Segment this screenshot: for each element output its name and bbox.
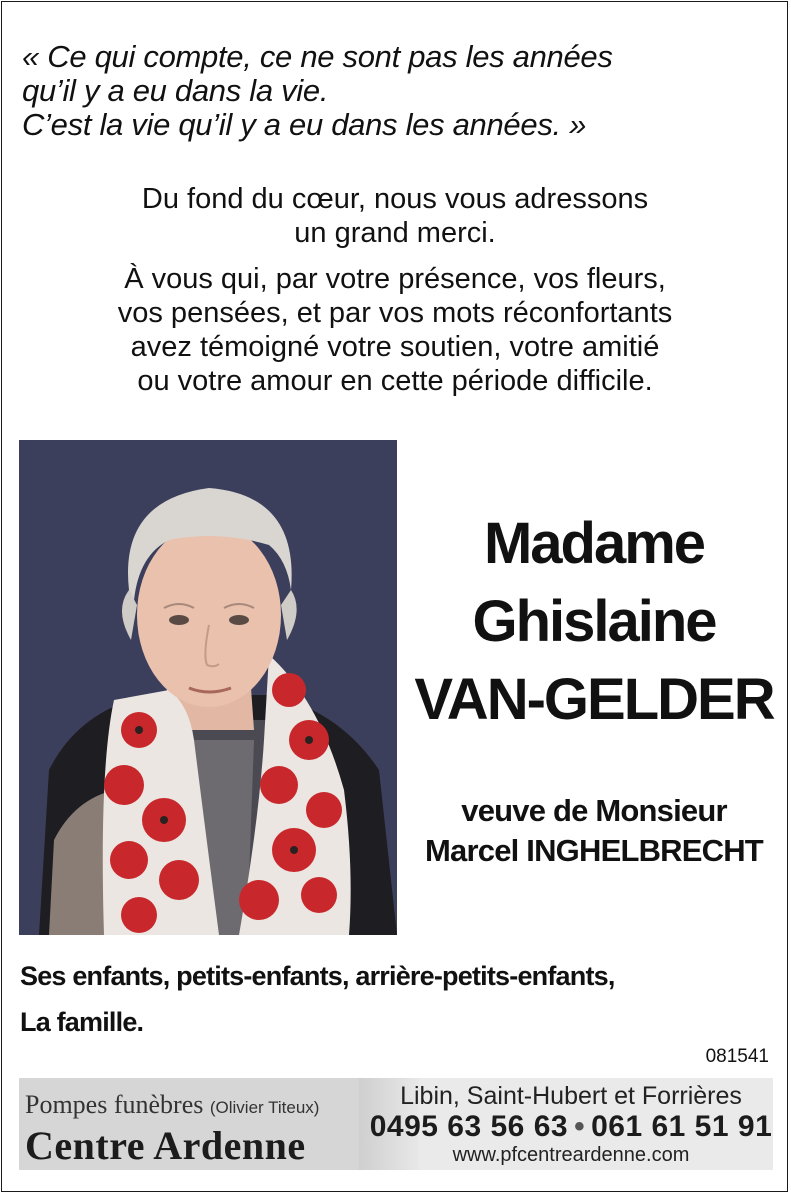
quote-line: qu’il y a eu dans la vie. (22, 73, 329, 108)
thanks-paragraph (40, 262, 750, 398)
family-signature (20, 953, 780, 1045)
thanks-text (40, 182, 750, 410)
phone-mobile: 0495 63 56 63 (369, 1110, 569, 1143)
thanks-line: À vous qui, par votre présence, vos fleurs, (124, 263, 666, 295)
relation-line: veuve de Monsieur (461, 793, 727, 828)
reference-number: 081541 (705, 1046, 769, 1067)
family-line: Ses enfants, petits-enfants, arrière-petits-enfants, (20, 961, 615, 991)
relation-block (410, 791, 778, 871)
portrait-photo (19, 440, 397, 935)
relation-spouse: Marcel INGHELBRECHT (425, 833, 763, 868)
quote-line: C’est la vie qu’il y a eu dans les années. » (22, 107, 587, 142)
thanks-line: avez témoigné votre soutien, votre amitié (130, 331, 660, 363)
portrait-image (19, 440, 397, 935)
opening-quote (22, 40, 762, 142)
thanks-line: Du fond du cœur, nous vous adressons (141, 183, 649, 215)
thanks-line: un grand merci. (294, 217, 496, 249)
thanks-line: vos pensées, et par vos mots réconfortants (117, 297, 673, 329)
funeral-home-website: www.pfcentreardenne.com (452, 1144, 690, 1166)
quote-line: « Ce qui compte, ce ne sont pas les années (22, 39, 613, 74)
phone-separator: • (574, 1110, 586, 1143)
funeral-home-phones (369, 1110, 773, 1144)
deceased-title: Madame (483, 511, 705, 576)
thanks-paragraph (40, 182, 750, 250)
deceased-first-name: Ghislaine (472, 589, 716, 654)
funeral-home-name: Centre Ardenne (25, 1123, 306, 1168)
deceased-last-name: VAN-GELDER (414, 667, 774, 732)
funeral-home-type: Pompes funèbres (25, 1090, 204, 1119)
family-line: La famille. (20, 1007, 144, 1037)
funeral-home-locations: Libin, Saint-Hubert et Forrières (400, 1082, 742, 1110)
funeral-home-label (25, 1090, 319, 1120)
funeral-home-owner: (Olivier Titeux) (209, 1098, 320, 1117)
funeral-home-banner (19, 1078, 773, 1170)
deceased-name-block (410, 505, 778, 871)
phone-landline: 061 61 51 91 (591, 1110, 773, 1143)
thanks-line: ou votre amour en cette période difficile. (137, 365, 653, 397)
